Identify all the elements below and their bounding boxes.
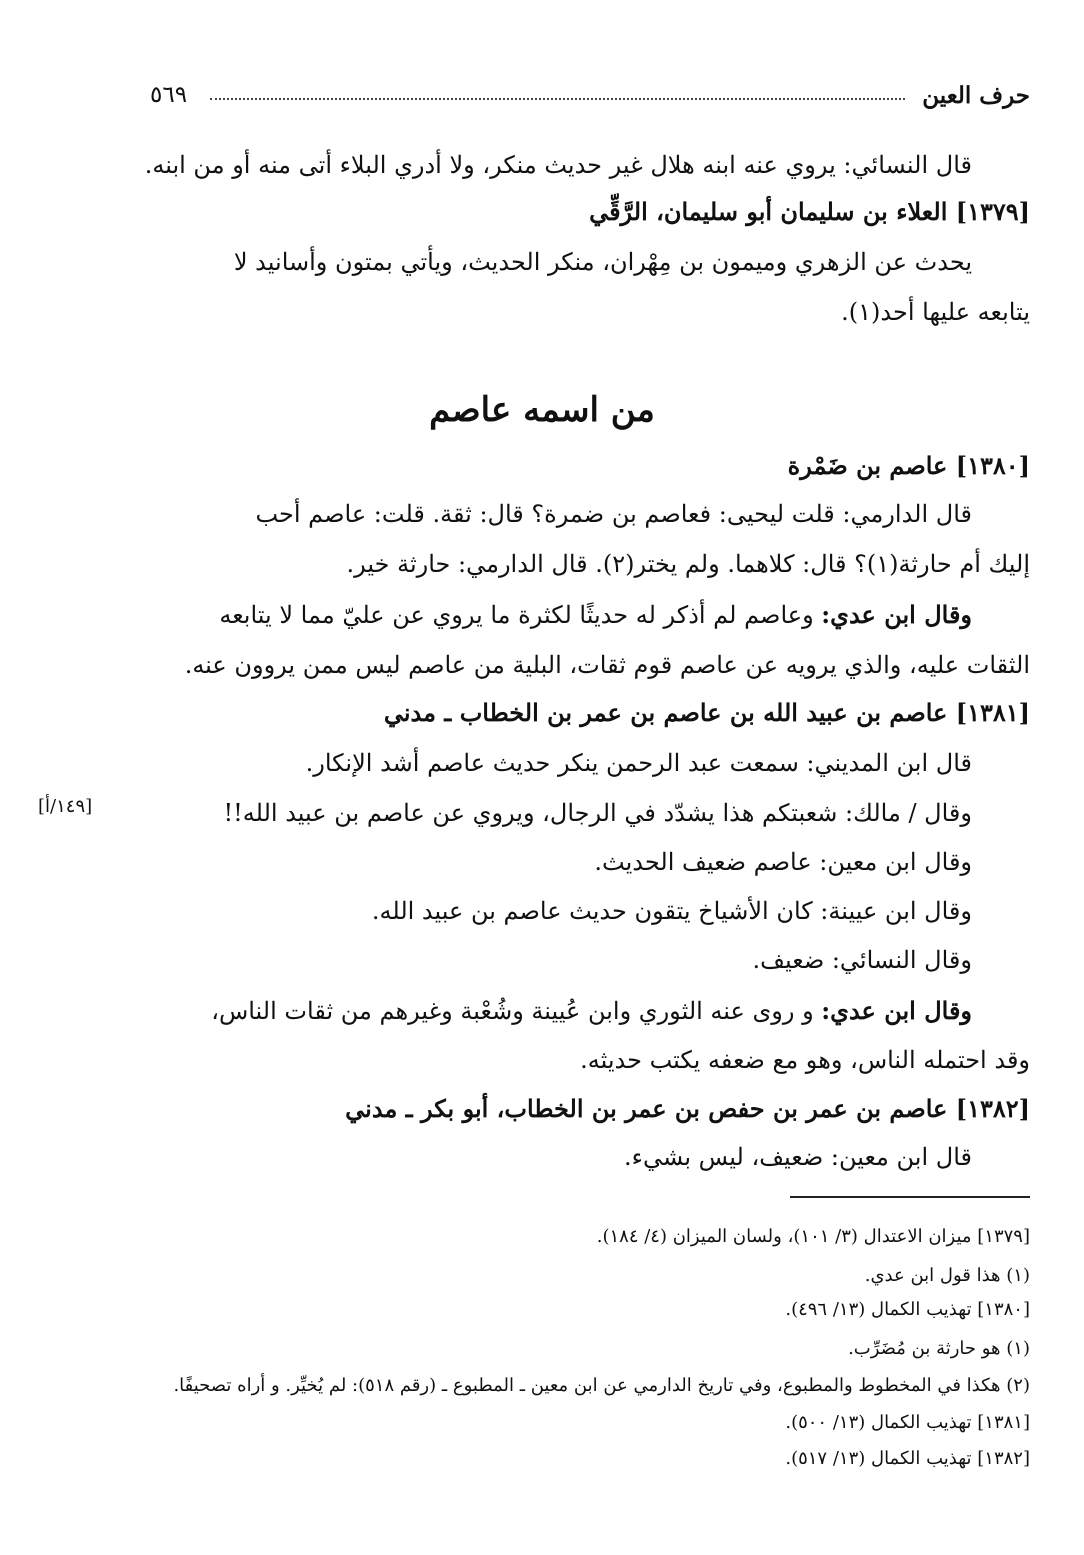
paragraph-text: و روى عنه الثوري وابن عُيينة وشُعْبة وغيرهم من ثقات الناس، bbox=[211, 997, 822, 1025]
paragraph-line: قال ابن المديني: سمعت عبد الرحمن ينكر حديث عاصم أشد الإنكار. bbox=[305, 749, 972, 777]
paragraph-line: وقال ابن معين: عاصم ضعيف الحديث. bbox=[594, 848, 972, 876]
paragraph-line: إليك أم حارثة(١)؟ قال: كلاهما. ولم يختر(٢). قال الدارمي: حارثة خير. bbox=[346, 550, 1030, 578]
paragraph-line: وقال / مالك: شعبتكم هذا يشدّد في الرجال، ويروي عن عاصم بن عبيد الله!! bbox=[223, 799, 972, 827]
footnote: (١) هو حارثة بن مُضَرِّب. bbox=[848, 1338, 1030, 1359]
paragraph-line: يحدث عن الزهري وميمون بن مِهْران، منكر الحديث، ويأتي بمتون وأسانيد لا bbox=[233, 248, 972, 276]
header-dotted-rule bbox=[210, 98, 905, 100]
entry-title-1380: [١٣٨٠] عاصم بن ضَمْرة bbox=[787, 451, 1030, 480]
entry-title-1381: [١٣٨١] عاصم بن عبيد الله بن عاصم بن عمر بن الخطاب ـ مدني bbox=[383, 698, 1030, 727]
paragraph-line bbox=[211, 992, 972, 1030]
footnote: [١٣٨١] تهذيب الكمال (١٣/ ٥٠٠). bbox=[785, 1412, 1030, 1433]
footnote: [١٣٨٢] تهذيب الكمال (١٣/ ٥١٧). bbox=[785, 1448, 1030, 1469]
footnote: [١٣٨٠] تهذيب الكمال (١٣/ ٤٩٦). bbox=[785, 1299, 1030, 1320]
footnote-separator bbox=[790, 1196, 1030, 1198]
page-number: ٥٦٩ bbox=[150, 82, 188, 108]
entry-title-1382: [١٣٨٢] عاصم بن عمر بن حفص بن عمر بن الخطاب، أبو بكر ـ مدني bbox=[345, 1094, 1030, 1123]
paragraph-text: وعاصم لم أذكر له حديثًا لكثرة ما يروي عن عليّ مما لا يتابعه bbox=[219, 601, 822, 629]
paragraph-line: يتابعه عليها أحد(١). bbox=[841, 298, 1030, 326]
paragraph-line: الثقات عليه، والذي يرويه عن عاصم قوم ثقات، البلية من عاصم ليس ممن يروون عنه. bbox=[184, 651, 1030, 679]
footnote: [١٣٧٩] ميزان الاعتدال (٣/ ١٠١)، ولسان الميزان (٤/ ١٨٤). bbox=[596, 1226, 1030, 1247]
paragraph-line: قال النسائي: يروي عنه ابنه هلال غير حديث منكر، ولا أدري البلاء أتى منه أو من ابنه. bbox=[144, 151, 972, 179]
page-header bbox=[150, 82, 1030, 118]
paragraph-line: وقد احتمله الناس، وهو مع ضعفه يكتب حديثه. bbox=[580, 1046, 1030, 1074]
paragraph-line: وقال النسائي: ضعيف. bbox=[752, 946, 972, 974]
speaker-label: وقال ابن عدي: bbox=[821, 996, 972, 1025]
paragraph-line bbox=[219, 596, 972, 634]
paragraph-line: وقال ابن عيينة: كان الأشياخ يتقون حديث عاصم بن عبيد الله. bbox=[371, 897, 972, 925]
manuscript-folio-marker: [١٤٩/أ] bbox=[38, 796, 93, 817]
paragraph-line: قال ابن معين: ضعيف، ليس بشيء. bbox=[624, 1143, 972, 1171]
footnote: (١) هذا قول ابن عدي. bbox=[864, 1265, 1030, 1286]
section-heading: من اسمه عاصم bbox=[429, 390, 655, 430]
speaker-label: وقال ابن عدي: bbox=[821, 600, 972, 629]
paragraph-line: قال الدارمي: قلت ليحيى: فعاصم بن ضمرة؟ قال: ثقة. قلت: عاصم أحب bbox=[255, 500, 972, 528]
running-title: حرف العين bbox=[922, 82, 1030, 109]
entry-title-1379: [١٣٧٩] العلاء بن سليمان أبو سليمان، الرَّقِّي bbox=[589, 197, 1030, 226]
footnote: (٢) هكذا في المخطوط والمطبوع، وفي تاريخ الدارمي عن ابن معين ـ المطبوع ـ (رقم ٥١٨): لم يُخيِّر. و أراه تصحيفًا. bbox=[173, 1375, 1030, 1396]
